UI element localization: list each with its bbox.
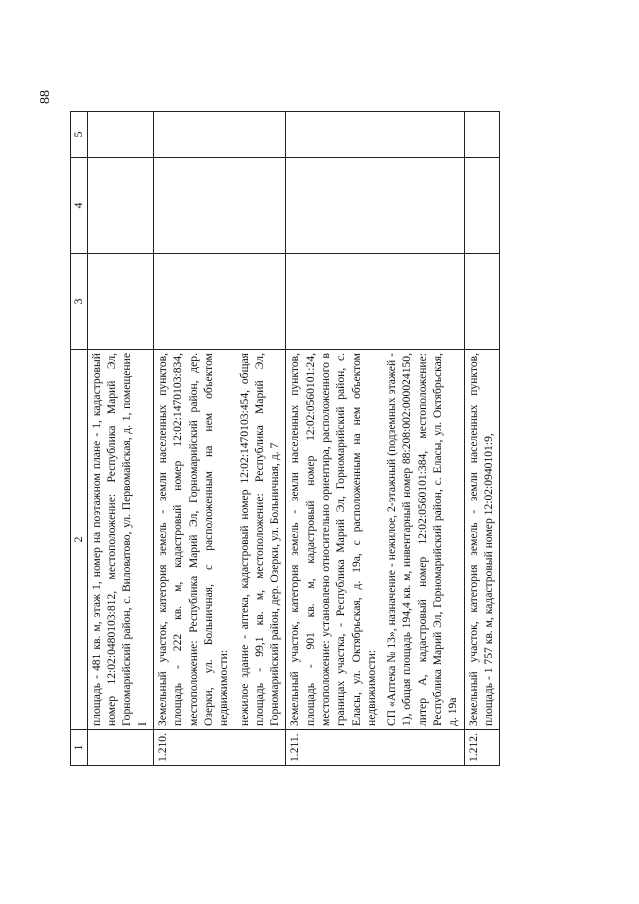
- empty-cell: [286, 158, 464, 254]
- page-number: 88: [38, 90, 53, 104]
- row-description: [286, 350, 464, 730]
- table-row: [154, 112, 286, 766]
- description-paragraph: площадь - 481 кв. м, этаж 1, номер на поэтажном плане - 1, кадастровый номер 12:02:0480103:812, местоположение: Республика Марий Эл, Горномарийский район, с. Виловатово, ул. Первомайская, д. 1, помещение I: [89, 353, 149, 726]
- row-number: 1.212.: [464, 730, 500, 766]
- row-number: 1.210.: [154, 730, 286, 766]
- row-description: [464, 350, 500, 730]
- empty-cell: [464, 254, 500, 350]
- column-header-5: 5: [71, 112, 88, 158]
- column-header-4: 4: [71, 158, 88, 254]
- empty-cell: [286, 254, 464, 350]
- property-register-table: [70, 111, 500, 766]
- row-number: [87, 730, 153, 766]
- empty-cell: [154, 158, 286, 254]
- empty-cell: [87, 158, 153, 254]
- description-paragraph: СП «Аптека № 13», назначение - нежилое, 2-этажный (подземных этажей - 1), общая площадь 194,4 кв. м, инвентарный номер 88:208:002:000024150, литер А, кадастровый номер 12:02:0560101:384, местоположение: Республика Марий Эл, Горномарийский район, с. Еласы, ул. Октябрьская, д. 19а: [385, 353, 460, 726]
- empty-cell: [464, 112, 500, 158]
- column-header-3: 3: [71, 254, 88, 350]
- description-paragraph: Земельный участок, категория земель - земли населенных пунктов, площадь - 222 кв. м, кадастровый номер 12:02:1470103:834, местоположение: Республика Марий Эл, Горномарийский район, дер. Озерки, ул. Больничная, с расположенным на нем объектом недвижимости:: [156, 353, 231, 726]
- empty-cell: [154, 254, 286, 350]
- column-header-1: 1: [71, 730, 88, 766]
- empty-cell: [154, 112, 286, 158]
- table-row: [464, 112, 500, 766]
- description-paragraph: нежилое здание - аптека, кадастровый номер 12:02:1470103:454, общая площадь - 99,1 кв. м, местоположение: Республика Марий Эл, Горномарийский район, дер. Озерки, ул. Больничная, д. 7: [237, 353, 282, 726]
- row-number: 1.211.: [286, 730, 464, 766]
- empty-cell: [87, 112, 153, 158]
- empty-cell: [286, 112, 464, 158]
- empty-cell: [464, 158, 500, 254]
- table-row: [286, 112, 464, 766]
- description-paragraph: Земельный участок, категория земель - земли населенных пунктов, площадь - 1 757 кв. м, кадастровый номер 12:02:0940101:9,: [466, 353, 495, 726]
- empty-cell: [87, 254, 153, 350]
- row-description: [87, 350, 153, 730]
- description-paragraph: Земельный участок, категория земель - земли населенных пунктов, площадь - 901 кв. м, кадастровый номер 12:02:0560101:24, местоположение: установлено относительно ориентира, расположенного в границах участка, - Республика Марий Эл, Горномарийский район, с. Еласы, ул. Октябрьская, д. 19а, с расположенным на нем объектом недвижимости:: [288, 353, 378, 726]
- table-header-row: [71, 112, 88, 766]
- column-header-2: 2: [71, 350, 88, 730]
- table-row: [87, 112, 153, 766]
- row-description: [154, 350, 286, 730]
